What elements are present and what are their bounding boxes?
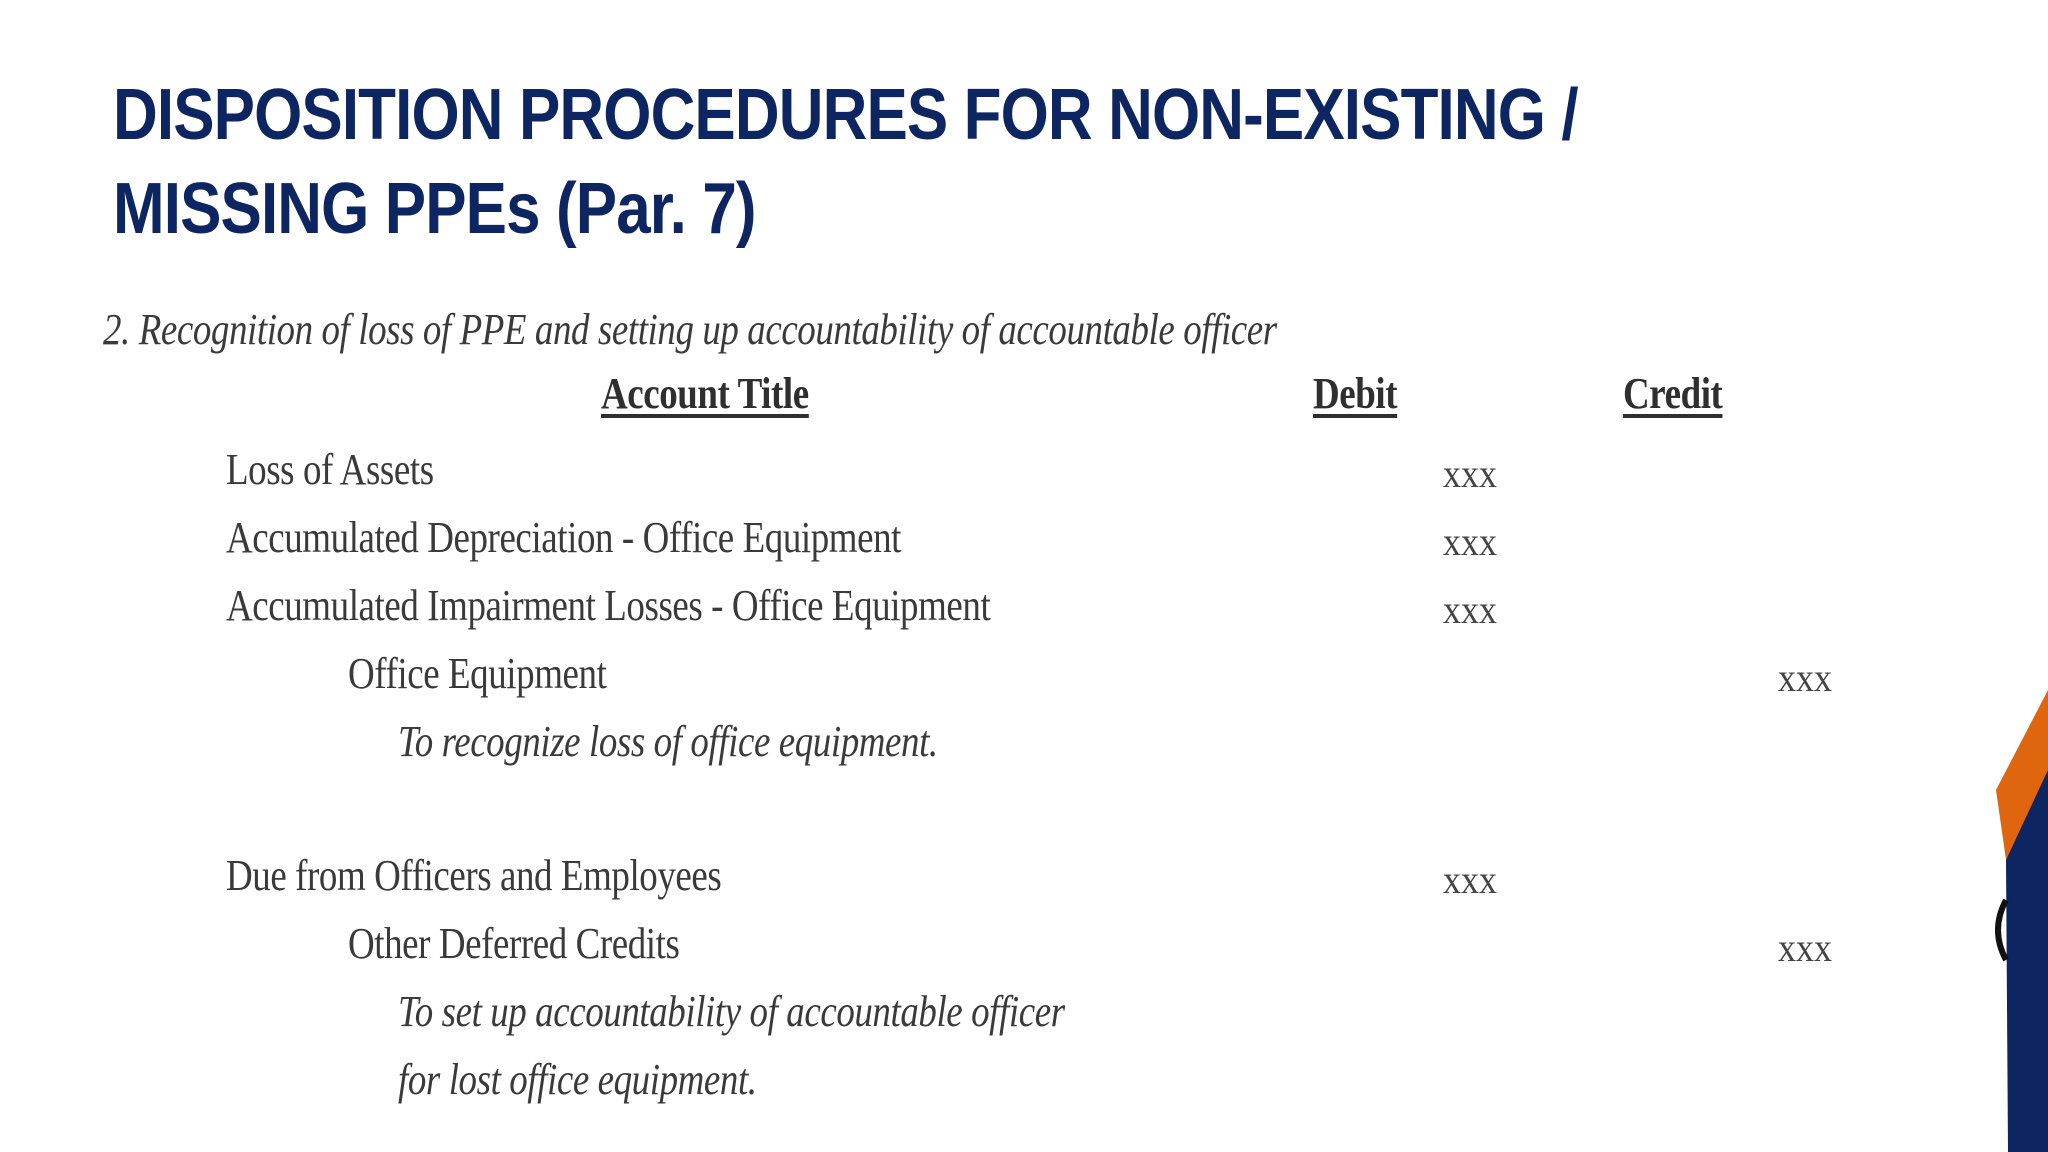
debit-amount: xxx	[1443, 451, 1497, 496]
credit-amount: xxx	[1778, 655, 1832, 700]
credit-amount: xxx	[1778, 925, 1832, 970]
slide-title: DISPOSITION PROCEDURES FOR NON-EXISTING / MISSING PPEs (Par. 7)	[113, 75, 1578, 249]
section-heading: 2. Recognition of loss of PPE and setting up accountability of accountable officer	[103, 305, 1277, 354]
column-header-debit: Debit	[1313, 369, 1398, 418]
dark-curve-accent	[1998, 900, 2006, 960]
account-office-equipment: Office Equipment	[348, 649, 607, 698]
column-header-credit: Credit	[1623, 369, 1723, 418]
account-other-deferred-credits: Other Deferred Credits	[348, 919, 680, 968]
entry-explanation: To set up accountability of accountable officer	[398, 987, 1065, 1036]
decorative-corner-shape	[1988, 680, 2048, 1152]
column-header-account-title: Account Title	[601, 369, 809, 418]
entry-explanation: for lost office equipment.	[398, 1055, 757, 1104]
entry-explanation: To recognize loss of office equipment.	[398, 717, 938, 766]
account-accumulated-impairment: Accumulated Impairment Losses - Office Equipment	[226, 581, 991, 630]
debit-amount: xxx	[1443, 519, 1497, 564]
journal-entry-scan	[0, 290, 2048, 1152]
account-due-from-officers: Due from Officers and Employees	[226, 851, 722, 900]
debit-amount: xxx	[1443, 587, 1497, 632]
account-loss-of-assets: Loss of Assets	[226, 445, 434, 494]
account-accumulated-depreciation: Accumulated Depreciation - Office Equipment	[226, 513, 902, 562]
debit-amount: xxx	[1443, 857, 1497, 902]
